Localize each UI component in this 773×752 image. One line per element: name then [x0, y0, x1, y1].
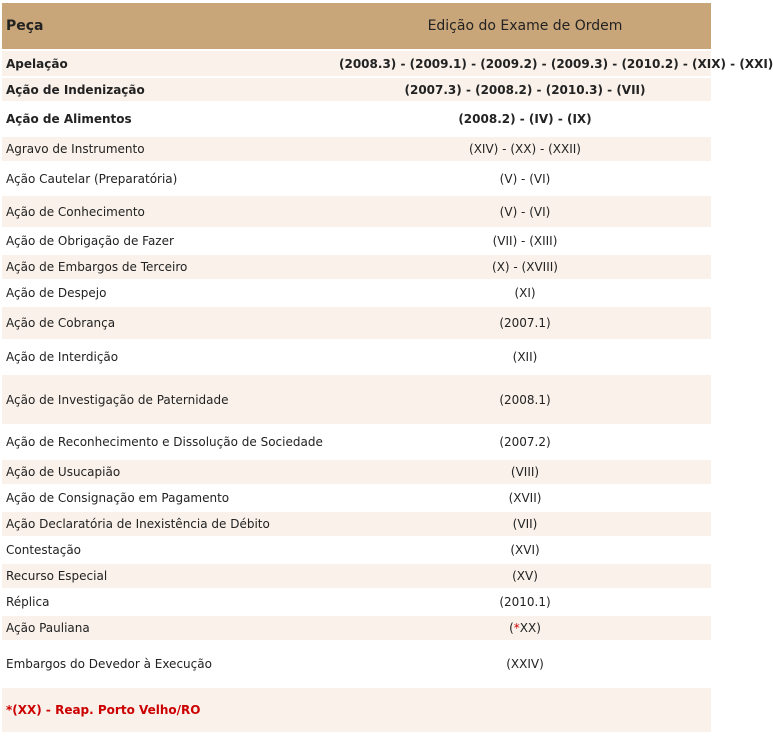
row-edicao: (2008.2) - (IV) - (IX) [335, 101, 711, 135]
table-row [2, 484, 711, 510]
table-row [2, 194, 711, 227]
row-edicao: (XII) [335, 339, 711, 373]
row-peca: Ação de Reconhecimento e Dissolução de Sociedade [2, 424, 335, 458]
table-row [2, 640, 711, 686]
row-edicao: (VIII) [335, 458, 711, 484]
table-row [2, 588, 711, 614]
row-peca: Ação de Cobrança [2, 305, 335, 339]
table-row [2, 562, 711, 588]
row-edicao: (X) - (XVIII) [335, 253, 711, 279]
table-row [2, 279, 711, 305]
edicao-open: ( [509, 621, 514, 635]
row-peca: Embargos do Devedor à Execução [2, 640, 335, 686]
table-row [2, 161, 711, 194]
row-edicao: (V) - (VI) [335, 194, 711, 227]
row-peca: Ação de Despejo [2, 279, 335, 305]
table-row [2, 49, 711, 76]
row-edicao: (V) - (VI) [335, 161, 711, 194]
row-edicao: (XV) [335, 562, 711, 588]
table-header-row [2, 3, 711, 49]
row-edicao: (2007.1) [335, 305, 711, 339]
table-row [2, 614, 711, 640]
table-row [2, 76, 711, 101]
row-edicao: (2007.2) [335, 424, 711, 458]
row-peca: Ação de Conhecimento [2, 194, 335, 227]
asterisk-mark: * [513, 621, 520, 635]
row-peca: Ação de Obrigação de Fazer [2, 227, 335, 253]
row-edicao: (XVI) [335, 536, 711, 562]
table-row [2, 424, 711, 458]
row-peca: Ação de Alimentos [2, 101, 335, 135]
row-peca: Ação de Indenização [2, 76, 335, 101]
row-edicao: (XVII) [335, 484, 711, 510]
row-peca: Ação de Consignação em Pagamento [2, 484, 335, 510]
row-peca: Recurso Especial [2, 562, 335, 588]
row-peca: Contestação [2, 536, 335, 562]
row-peca: Agravo de Instrumento [2, 135, 335, 161]
row-peca: Réplica [2, 588, 335, 614]
footnote-row [2, 686, 711, 732]
row-peca: Ação de Investigação de Paternidade [2, 373, 335, 424]
row-edicao: (2008.3) - (2009.1) - (2009.2) - (2009.3) - (2010.2) - (XIX) - (XXI) [335, 49, 711, 76]
row-peca: Apelação [2, 49, 335, 76]
row-edicao: (2010.1) [335, 588, 711, 614]
row-peca: Ação de Interdição [2, 339, 335, 373]
row-edicao: (VII) [335, 510, 711, 536]
table-row [2, 101, 711, 135]
footnote: *(XX) - Reap. Porto Velho/RO [2, 686, 711, 732]
row-peca: Ação Declaratória de Inexistência de Débito [2, 510, 335, 536]
table-row [2, 458, 711, 484]
row-peca: Ação de Embargos de Terceiro [2, 253, 335, 279]
row-edicao: (VII) - (XIII) [335, 227, 711, 253]
table-row [2, 536, 711, 562]
header-edicao-label: Edição do Exame de Ordem [427, 18, 623, 34]
table-row [2, 253, 711, 279]
header-peca: Peça [2, 3, 335, 49]
row-peca: Ação de Usucapião [2, 458, 335, 484]
table-row [2, 135, 711, 161]
row-edicao: (2007.3) - (2008.2) - (2010.3) - (VII) [335, 76, 711, 101]
exam-pieces-table [2, 3, 773, 732]
table-row [2, 305, 711, 339]
table-row [2, 339, 711, 373]
table-row [2, 227, 711, 253]
row-peca: Ação Cautelar (Preparatória) [2, 161, 335, 194]
table-row [2, 510, 711, 536]
edicao-rest: XX) [519, 621, 541, 635]
row-edicao: (2008.1) [335, 373, 711, 424]
row-edicao: (XXIV) [335, 640, 711, 686]
table-row [2, 373, 711, 424]
row-peca: Ação Pauliana [2, 614, 335, 640]
row-edicao [335, 614, 711, 640]
header-edicao [335, 3, 711, 49]
row-edicao: (XIV) - (XX) - (XXII) [335, 135, 711, 161]
row-edicao: (XI) [335, 279, 711, 305]
